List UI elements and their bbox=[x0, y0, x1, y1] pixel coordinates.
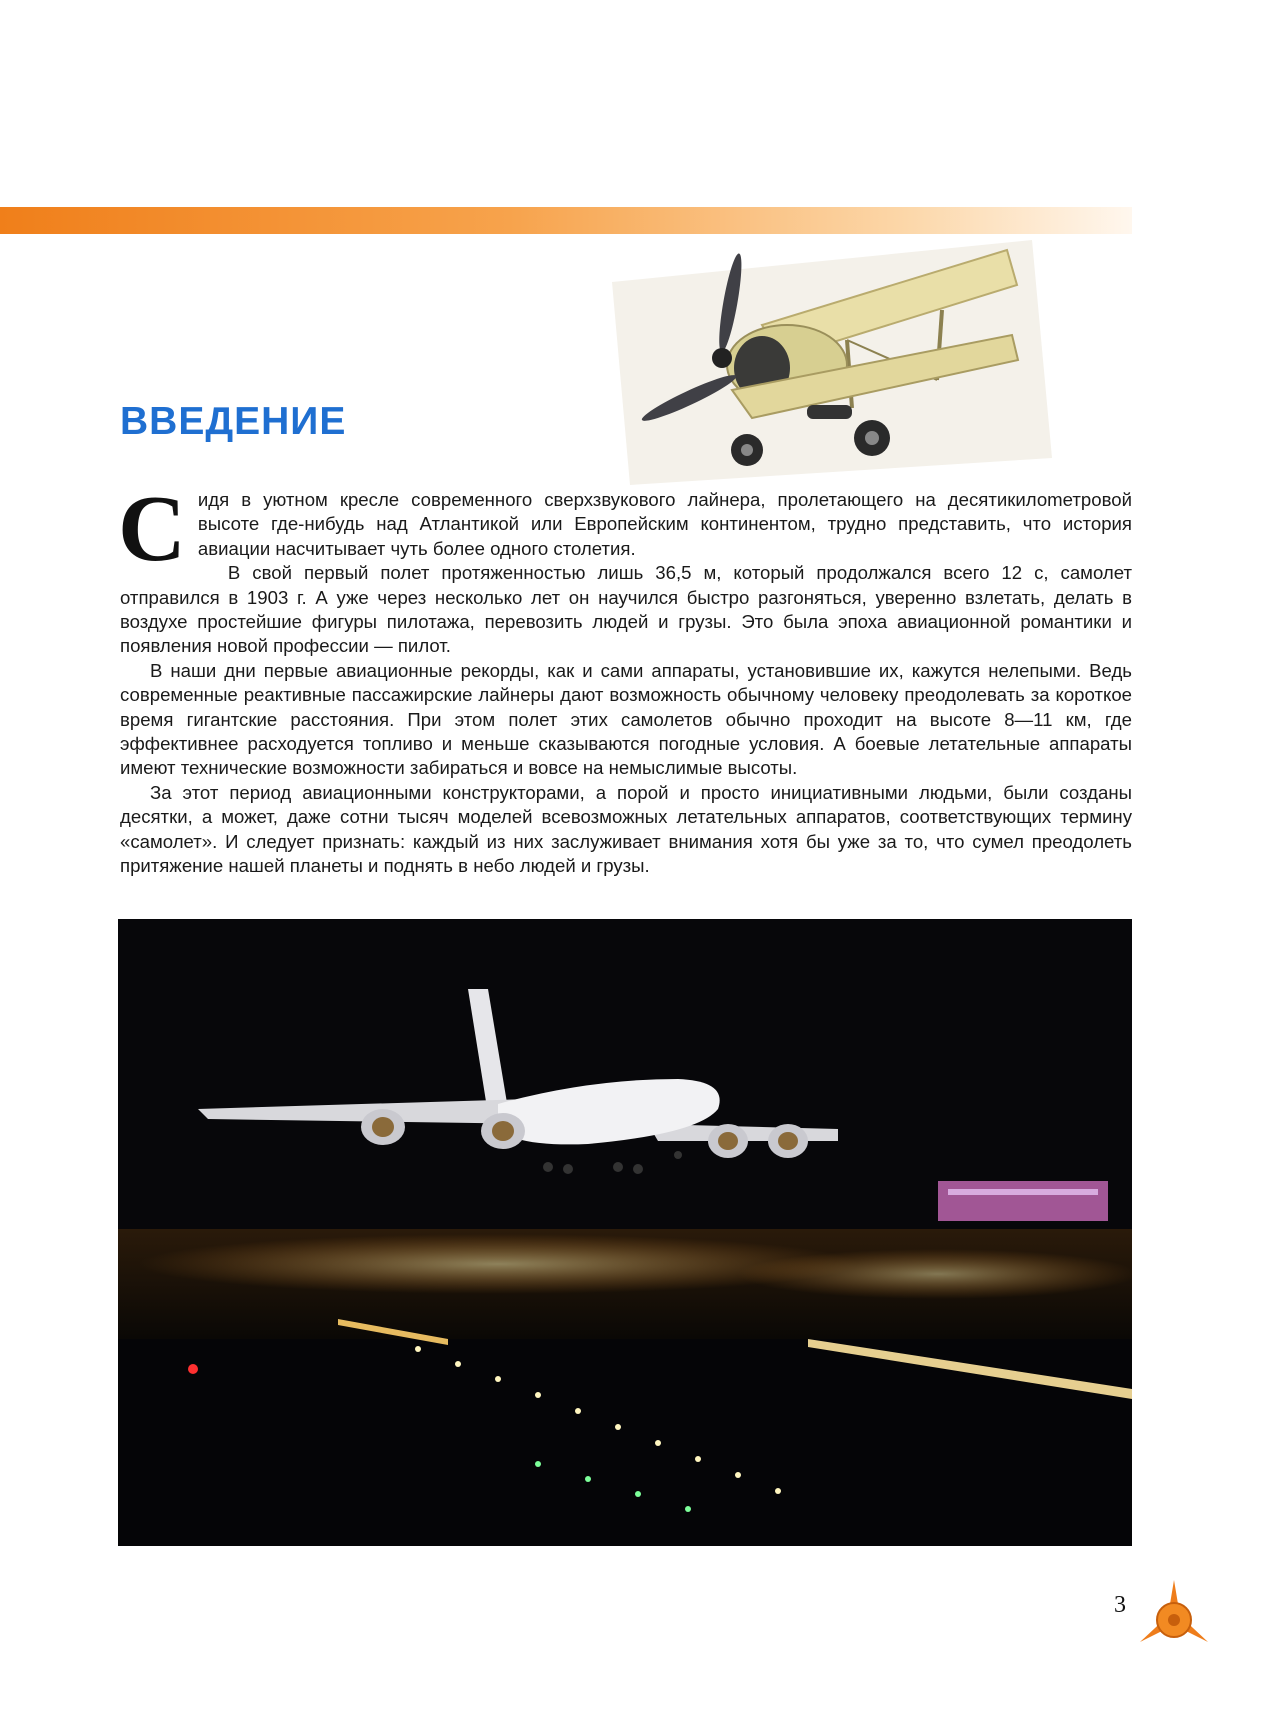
airliner-night-photo bbox=[118, 919, 1132, 1546]
paragraph-3: В наши дни первые авиационные рекорды, как и сами аппараты, установившие их, кажутся нелепыми. Ведь современные реактивные пассажирские лайнеры дают возможность обычному человеку преодолевать за короткое время гигантские расстояния. При этом полет этих самолетов обычно проходит на высоте 8—11 км, где эффективнее расходуется топливо и меньше сказываются погодные условия. А боевые летательные аппараты имеют технические возможности забираться и вовсе на немыслимые высоты. bbox=[120, 659, 1132, 779]
header-orange-band bbox=[0, 207, 1132, 234]
paragraph-4: За этот период авиационными конструкторами, а порой и просто инициативными людьми, были созданы десятки, а может, даже сотни тысяч моделей всевозможных летательных аппаратов, соответствующих термину «самолет». И следует признать: каждый из них заслуживает внимания хотя бы уже за то, что сумел преодолеть притяжение нашей планеты и поднять в небо людей и грузы. bbox=[120, 781, 1132, 877]
paragraph-2: В свой первый полет протяженностью лишь 36,5 м, который продолжался всего 12 с, самолет отправился в 1903 г. А уже через несколько лет он научился быстро разгоняться, уверенно взлетать, делать в воздухе простейшие фигуры пилотажа, перевозить людей и грузы. Это была эпоха авиационной романтики и появления новой профессии — пилот. bbox=[120, 562, 1132, 657]
paragraph-1-text: идя в уютном кресле современного сверхзвукового лайнера, пролетающего на десятикилоmетровой высоте где-нибудь над Атлантикой или Европейским континентом, трудно представить, что история авиации насчитывает чуть более одного столетия. bbox=[197, 489, 1132, 559]
drop-cap: С bbox=[118, 477, 186, 581]
page-number: 3 bbox=[1114, 1592, 1126, 1618]
page-title: ВВЕДЕНИЕ bbox=[120, 400, 347, 443]
intro-text bbox=[118, 477, 1132, 879]
biplane-photo bbox=[612, 240, 1052, 485]
propeller-icon bbox=[1140, 1580, 1208, 1652]
paragraph-1 bbox=[118, 477, 1132, 581]
